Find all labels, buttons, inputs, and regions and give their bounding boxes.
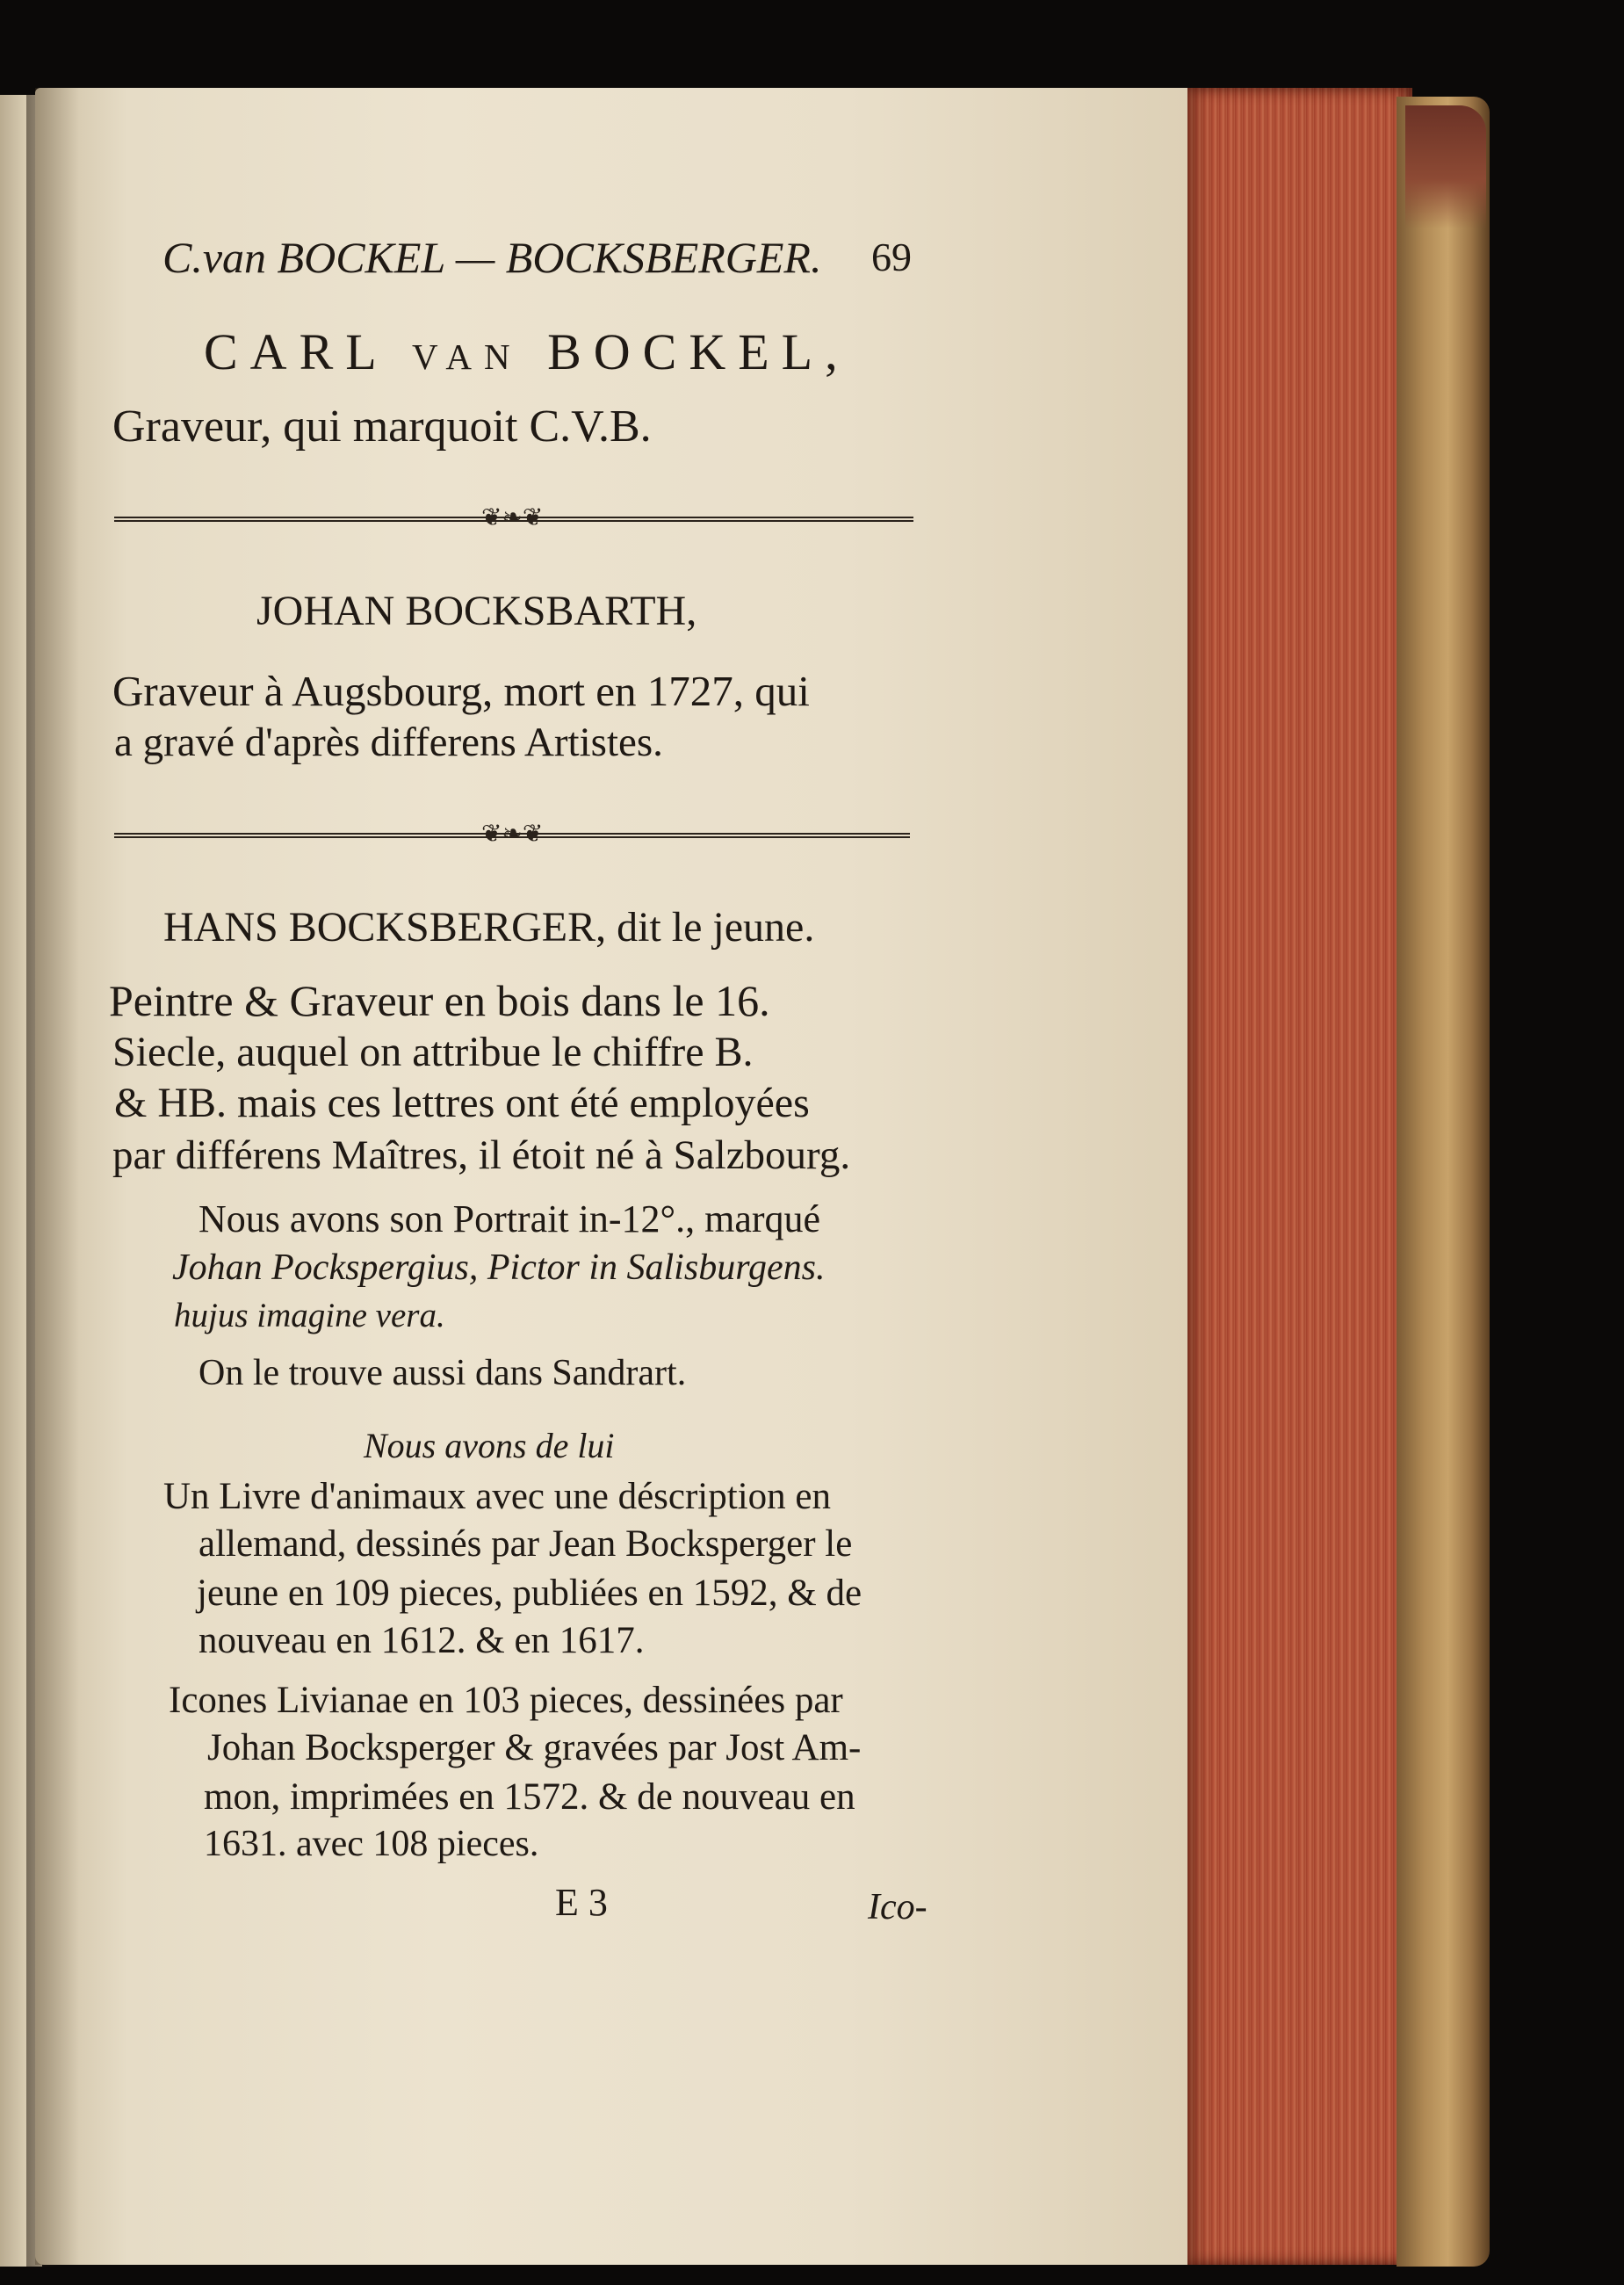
red-fore-edge — [1187, 88, 1412, 2265]
entry-line: 1631. avec 108 pieces. — [204, 1824, 539, 1864]
entry-line: Siecle, auquel on attribue le chiffre B. — [112, 1029, 754, 1075]
rule-ornament-2: ❦❧❦ — [481, 821, 544, 848]
signature-mark: E 3 — [555, 1881, 608, 1924]
page-gutter — [35, 88, 79, 2265]
entry-line: Peintre & Graveur en bois dans le 16. — [109, 976, 770, 1025]
entry-line: Un Livre d'animaux avec une déscription en — [163, 1476, 831, 1517]
entry-line: mon, imprimées en 1572. & de nouveau en — [204, 1776, 855, 1818]
running-head — [162, 233, 822, 282]
page-number: 69 — [871, 235, 912, 279]
rule-ornament-1: ❦❧❦ — [481, 504, 544, 531]
entry-line: Graveur à Augsbourg, mort en 1727, qui — [112, 667, 810, 715]
entry-line: On le trouve aussi dans Sandrart. — [198, 1353, 687, 1393]
entry-line: Graveur, qui marquoit C.V.B. — [112, 401, 652, 452]
entry-line: a gravé d'après differens Artistes. — [114, 719, 663, 765]
entry-heading-hans-bocksberger: HANS BOCKSBERGER, dit le jeune. — [163, 904, 815, 951]
entry-line: Nous avons son Portrait in-12°., marqué — [198, 1197, 821, 1240]
running-head-names: van BOCKEL — BOCKSBERGER. — [202, 233, 822, 282]
back-cover — [1397, 97, 1490, 2267]
cover-corner — [1405, 105, 1486, 228]
entry-line: hujus imagine vera. — [174, 1297, 445, 1334]
entry-line: & HB. mais ces lettres ont été employées — [114, 1080, 810, 1126]
entry-line: par différens Maîtres, il étoit né à Salzbourg. — [112, 1132, 851, 1178]
entry-line: Icones Livianae en 103 pieces, dessinées par — [169, 1680, 843, 1721]
entry-line: allemand, dessinés par Jean Bocksperger le — [198, 1523, 853, 1565]
section-heading-nous-avons: Nous avons de lui — [364, 1426, 615, 1465]
entry-line: Johan Bocksperger & gravées par Jost Am- — [207, 1727, 862, 1768]
entry-line: jeune en 109 pieces, publiées en 1592, & de — [197, 1573, 863, 1614]
entry-line: Johan Pockspergius, Pictor in Salisburgens. — [172, 1247, 826, 1288]
entry-line: nouveau en 1612. & en 1617. — [198, 1620, 645, 1661]
entry-heading-johan-bocksbarth: JOHAN BOCKSBARTH, — [256, 588, 697, 634]
running-head-left: C. — [162, 233, 203, 282]
catchword: Ico- — [868, 1887, 927, 1927]
entry-heading-carl-van-bockel: CARL van BOCKEL, — [204, 323, 850, 380]
